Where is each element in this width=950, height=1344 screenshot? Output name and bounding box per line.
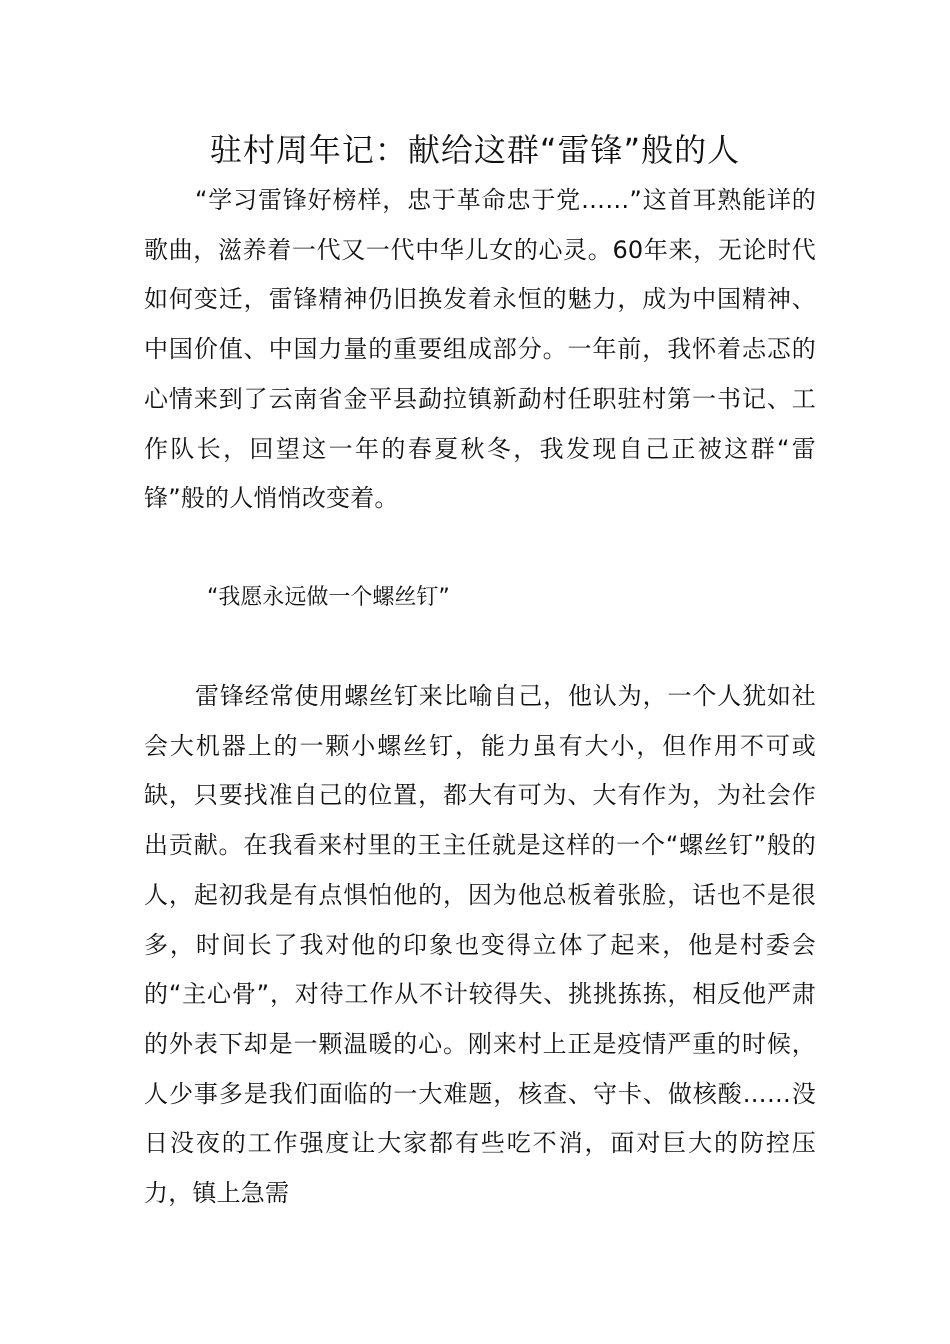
paragraph-intro: “学习雷锋好榜样，忠于革命忠于党……”这首耳熟能详的歌曲，滋养着一代又一代中华儿女的心灵。60年来，无论时代如何变迁，雷锋精神仍旧换发着永恒的魅力，成为中国精神、中国价值、中国力量的重要组成部分。一年前，我怀着忐忑的心情来到了云南省金平县勐拉镇新勐村任职驻村第一书记、工作队长，回望这一年的春夏秋冬，我发现自己正被这群“雷锋”般的人悄悄改变着。 [144,186,816,513]
section-heading: “我愿永远做一个螺丝钉” [207,585,450,610]
document-title: 驻村周年记：献给这群“雷锋”般的人 [209,131,741,169]
paragraph-body: 雷锋经常使用螺丝钉来比喻自己，他认为，一个人犹如社会大机器上的一颗小螺丝钉，能力虽有大小，但作用不可或缺，只要找准自己的位置，都大有可为、大有作为，为社会作出贡献。在我看来村里的王主任就是这样的一个“螺丝钉”般的人，起初我是有点惧怕他的，因为他总板着张脸，话也不是很多，时间长了我对他的印象也变得立体了起来，他是村委会的“主心骨”，对待工作从不计较得失、挑挑拣拣，相反他严肃的外表下却是一颗温暖的心。刚来村上正是疫情严重的时候，人少事多是我们面临的一大难题，核查、守卡、做核酸……没日没夜的工作强度让大家都有些吃不消，面对巨大的防控压力，镇上急需 [144,682,816,1208]
